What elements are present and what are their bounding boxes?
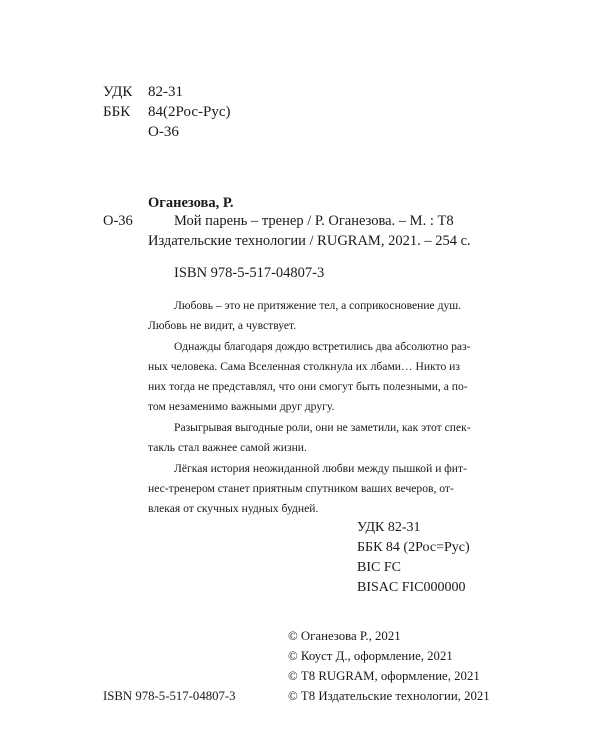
annotation-line: нес-тренером станет приятным спутником ваших вечеров, от- xyxy=(148,482,454,495)
copyright-line: © Т8 RUGRAM, оформление, 2021 xyxy=(288,669,480,683)
isbn-bottom: ISBN 978-5-517-04807-3 xyxy=(103,689,236,703)
annotation-line: Разыгрывая выгодные роли, они не заметили, как этот спек- xyxy=(174,421,471,434)
annotation-line: том незаменимо важными друг другу. xyxy=(148,400,335,413)
biblio-line-1: Мой парень – тренер / Р. Оганезова. – М. : Т8 xyxy=(174,213,454,229)
udk-label: УДК xyxy=(103,84,133,100)
annotation-line: них тогда не представлял, что они смогут быть полезными, а по- xyxy=(148,380,468,393)
annotation-line: Лёгкая история неожиданной любви между пышкой и фит- xyxy=(174,462,467,475)
author-mark: О-36 xyxy=(148,124,179,140)
annotation-line: Любовь – это не притяжение тел, а соприкосновение душ. xyxy=(174,299,462,312)
copyright-line: © Т8 Издательские технологии, 2021 xyxy=(288,689,490,703)
bbk-label: ББК xyxy=(103,104,131,120)
copyright-line: © Оганезова Р., 2021 xyxy=(288,629,401,643)
udk-value: 82-31 xyxy=(148,84,183,100)
isbn-main: ISBN 978-5-517-04807-3 xyxy=(174,265,325,281)
biblio-line-2: Издательские технологии / RUGRAM, 2021. – 254 с. xyxy=(148,233,471,249)
code-bisac: BISAC FIC000000 xyxy=(357,580,466,595)
bbk-value: 84(2Рос-Рус) xyxy=(148,104,231,120)
author-name: Оганезова, Р. xyxy=(148,195,234,211)
code-bbk: ББК 84 (2Рос=Рус) xyxy=(357,540,470,555)
copyright-line: © Коуст Д., оформление, 2021 xyxy=(288,649,453,663)
annotation-line: влекая от скучных нудных будней. xyxy=(148,502,319,515)
annotation-line: ных человека. Сама Вселенная столкнула их лбами… Никто из xyxy=(148,360,460,373)
annotation-line: такль стал важнее самой жизни. xyxy=(148,441,307,454)
code-bic: BIC FC xyxy=(357,560,401,575)
code-udk: УДК 82-31 xyxy=(357,520,421,535)
annotation-line: Однажды благодаря дождю встретились два абсолютно раз- xyxy=(174,340,471,353)
author-mark-left: О-36 xyxy=(103,213,133,229)
annotation-line: Любовь не видит, а чувствует. xyxy=(148,319,297,332)
